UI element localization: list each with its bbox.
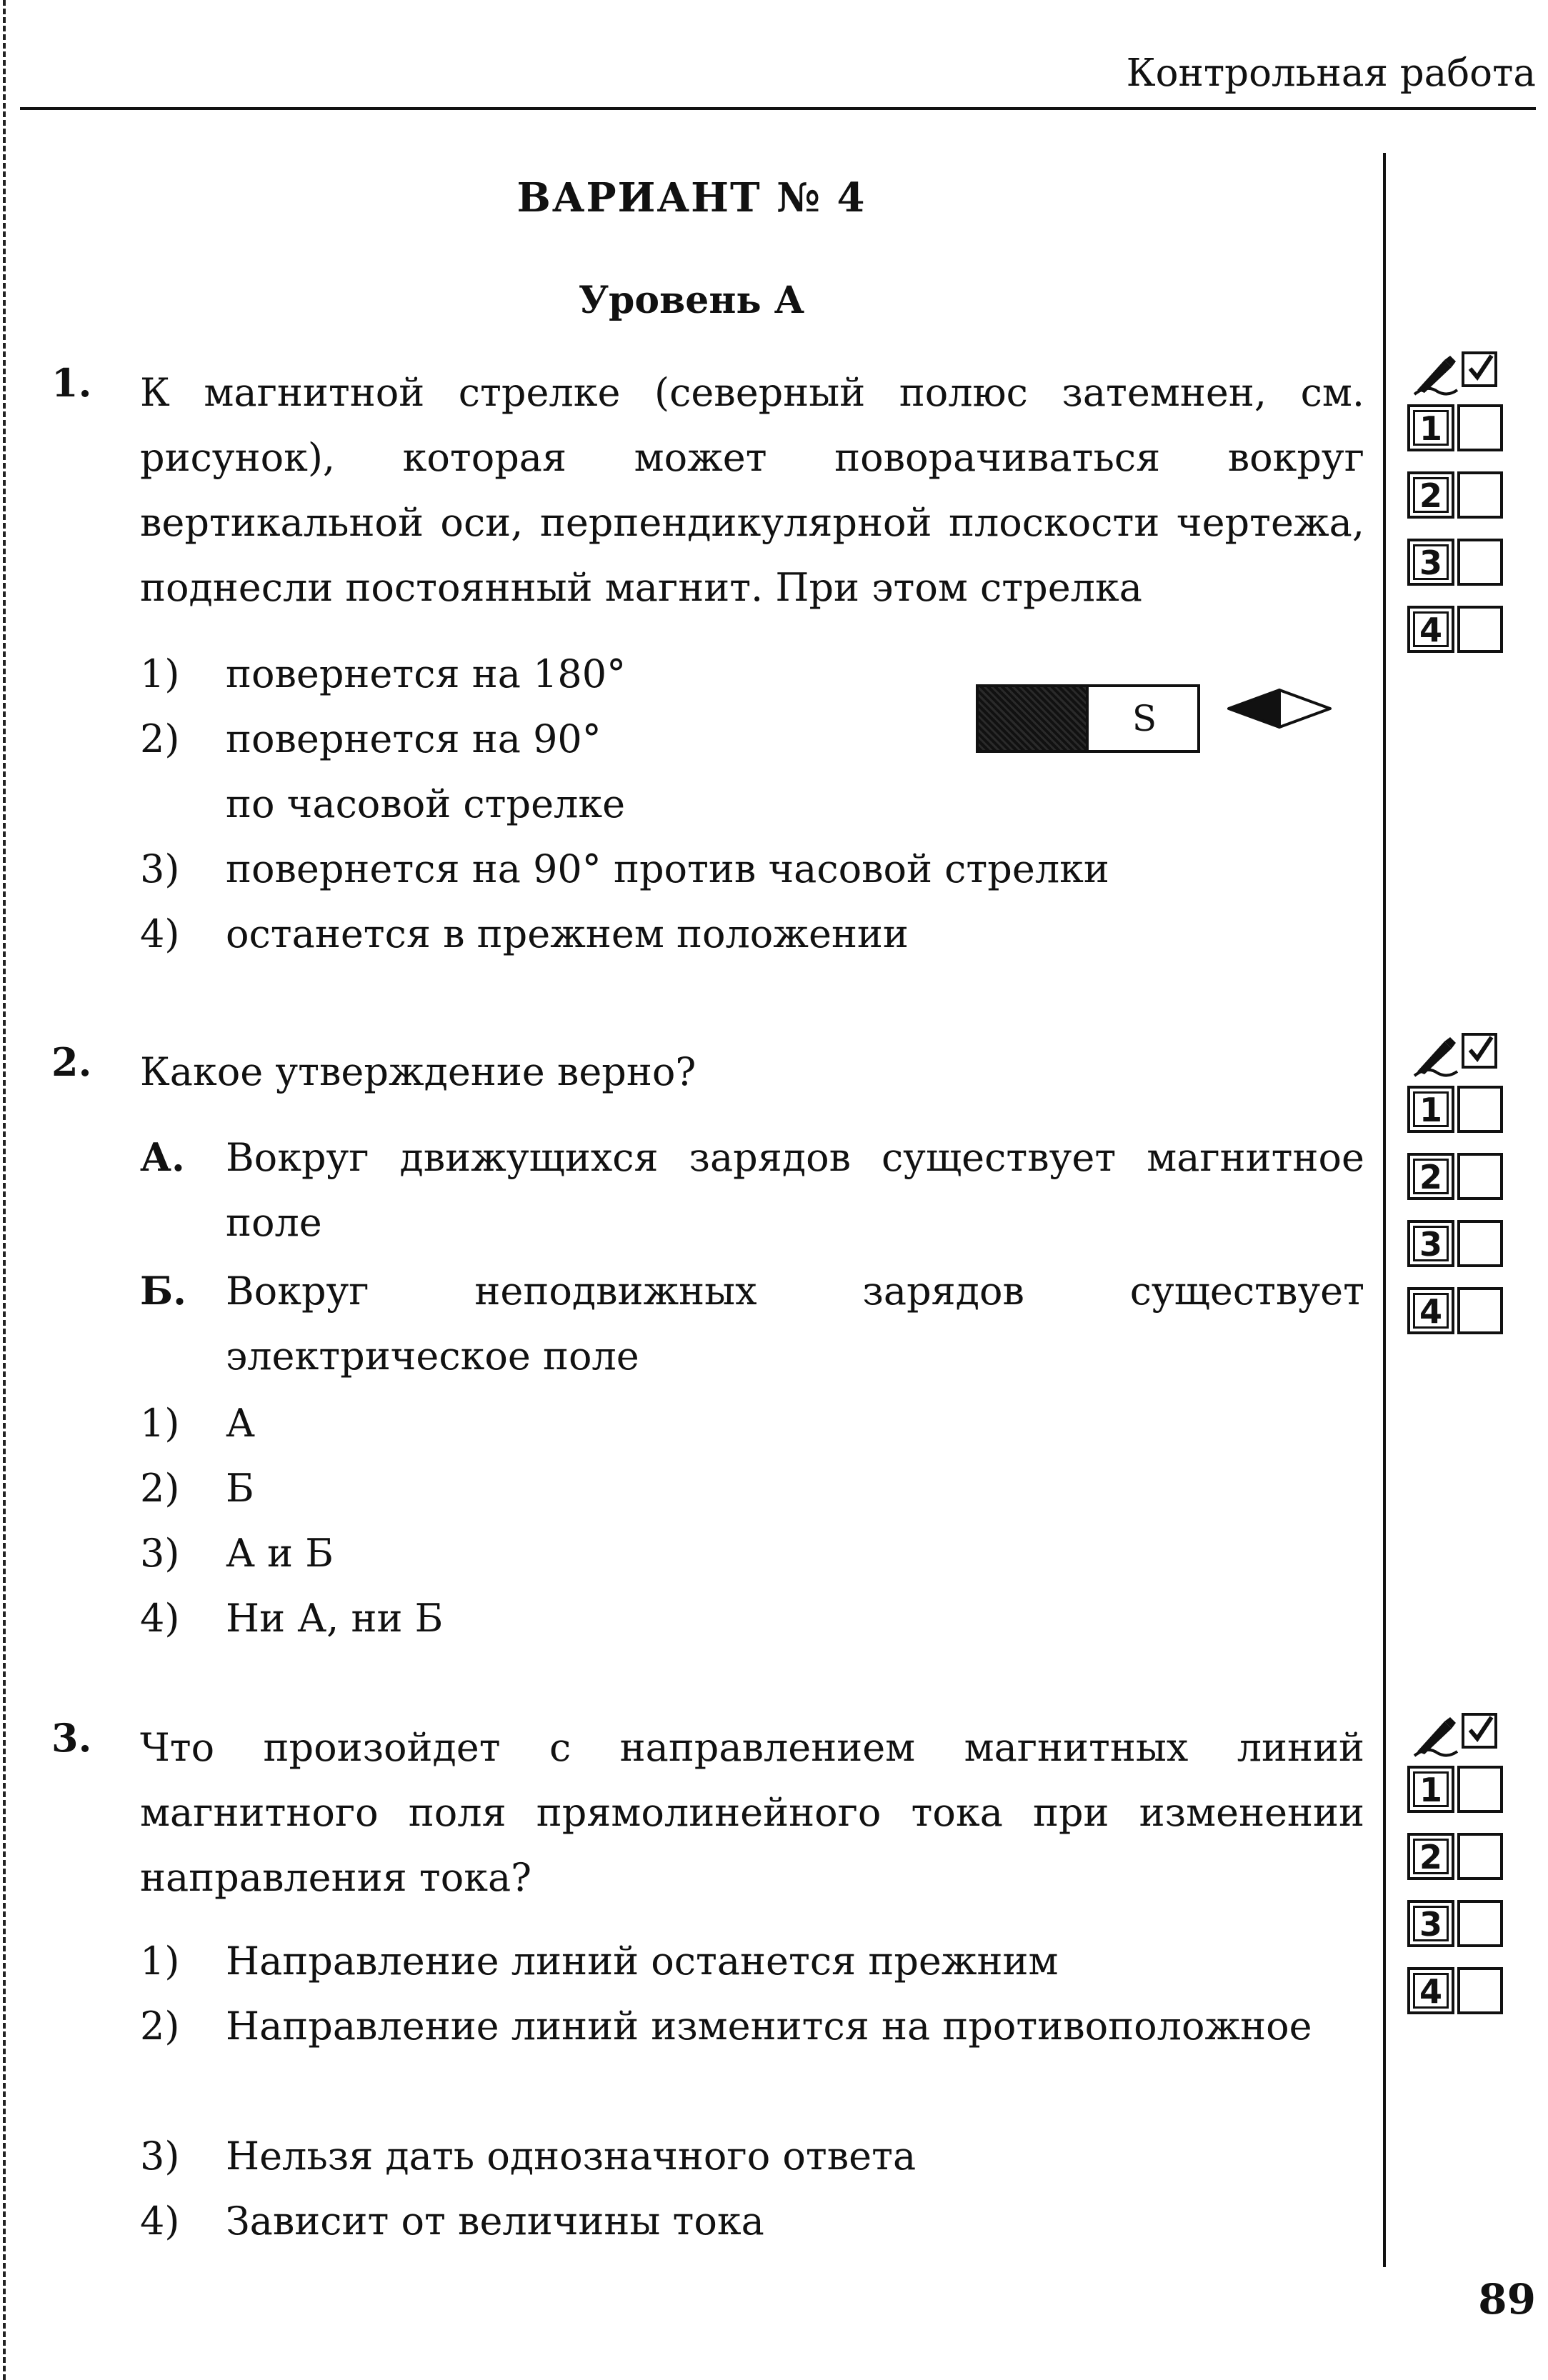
option-text: Зависит от величины тока: [226, 2199, 764, 2244]
magnet-south-pole-label: S: [1086, 687, 1200, 750]
option-text: по часовой стрелке: [226, 781, 626, 826]
answer-checkbox-1[interactable]: [1457, 1766, 1503, 1813]
level-title: Уровень А: [578, 279, 805, 322]
question-3-option-1[interactable]: [140, 1929, 1059, 1994]
option-text: Нельзя дать однозначного ответа: [226, 2134, 917, 2179]
statement-letter: А.: [140, 1134, 185, 1180]
option-text: Направление линий останется прежним: [226, 1939, 1059, 1984]
answer-number-1: 1: [1407, 1766, 1454, 1813]
magnet-north-pole: [979, 687, 1086, 750]
option-text: повернется на 180°: [226, 651, 626, 696]
statement-letter: Б.: [140, 1268, 186, 1314]
answer-number-2: 2: [1407, 471, 1454, 519]
answer-checkbox-2[interactable]: [1457, 1153, 1503, 1200]
answer-number-4: 4: [1407, 1967, 1454, 2014]
answer-checkbox-3[interactable]: [1457, 1220, 1503, 1267]
cut-line: [3, 0, 6, 2380]
option-text: Направление линий изменится на противоположное: [226, 2004, 1312, 2049]
answer-number-3: 3: [1407, 1900, 1454, 1947]
question-3-answer-boxes: [1404, 1711, 1519, 2030]
statement-text: Вокруг движущихся зарядов существует магнитное поле: [226, 1135, 1364, 1245]
question-3-option-4[interactable]: [140, 2189, 764, 2254]
option-text: останется в прежнем положении: [226, 911, 909, 956]
question-2-answer-boxes: [1404, 1031, 1519, 1350]
question-1-option-2-continued: [140, 771, 625, 836]
option-text: Б: [226, 1466, 254, 1511]
answer-number-1: 1: [1407, 1086, 1454, 1133]
option-text: А: [226, 1401, 255, 1446]
question-1-answer-boxes: [1404, 350, 1519, 669]
answer-number-4: 4: [1407, 606, 1454, 653]
header-divider: [20, 107, 1536, 110]
question-2-statement-a: [140, 1125, 1364, 1255]
answer-checkbox-2[interactable]: [1457, 1833, 1503, 1880]
option-number: 2): [140, 716, 180, 761]
permanent-magnet-figure: [976, 684, 1200, 753]
checkbox-tick-icon: [1462, 351, 1497, 387]
option-number: 3): [140, 1531, 180, 1576]
page-header-title: Контрольная работа: [1126, 51, 1536, 95]
question-2-number: 2.: [51, 1039, 92, 1085]
answer-number-4: 4: [1407, 1287, 1454, 1334]
question-3-option-2[interactable]: [140, 1994, 1364, 2059]
answer-checkbox-3[interactable]: [1457, 1900, 1503, 1947]
option-text: А и Б: [226, 1531, 334, 1576]
page-number: 89: [1478, 2275, 1536, 2324]
option-number: 1): [140, 1939, 180, 1984]
answer-checkbox-4[interactable]: [1457, 606, 1503, 653]
pen-icon: [1413, 353, 1460, 396]
checkbox-tick-icon: [1462, 1033, 1497, 1069]
answer-number-2: 2: [1407, 1833, 1454, 1880]
answer-checkbox-1[interactable]: [1457, 404, 1503, 451]
question-1-text: К магнитной стрелке (северный полюс затемнен, см. рисунок), которая может поворачиваться вокруг вертикальной оси, перпендикулярной плоскости чертежа, поднесли постоянный магнит. При этом стрелка: [140, 370, 1364, 610]
question-1-number: 1.: [51, 360, 92, 406]
answer-checkbox-4[interactable]: [1457, 1287, 1503, 1334]
option-number: 4): [140, 911, 180, 956]
option-number: 3): [140, 2134, 180, 2179]
answer-number-2: 2: [1407, 1153, 1454, 1200]
answer-number-3: 3: [1407, 1220, 1454, 1267]
option-number: 4): [140, 1596, 180, 1641]
question-2-option-3[interactable]: [140, 1521, 334, 1586]
pen-icon: [1413, 1034, 1460, 1077]
option-text: повернется на 90°: [226, 716, 601, 761]
option-number: 2): [140, 2004, 180, 2049]
answer-column-divider: [1383, 153, 1386, 2267]
checkbox-tick-icon: [1462, 1713, 1497, 1749]
question-1-option-1[interactable]: [140, 641, 626, 706]
option-number: 4): [140, 2199, 180, 2244]
question-2-option-2[interactable]: [140, 1456, 254, 1521]
question-3-number: 3.: [51, 1715, 92, 1761]
question-2-option-4[interactable]: [140, 1586, 443, 1651]
question-2-text: Какое утверждение верно?: [140, 1049, 696, 1094]
pen-icon: [1413, 1714, 1460, 1757]
answer-checkbox-2[interactable]: [1457, 471, 1503, 519]
option-number: 3): [140, 846, 180, 891]
answer-number-1: 1: [1407, 404, 1454, 451]
question-1-option-2[interactable]: [140, 706, 601, 771]
compass-needle-icon: [1226, 687, 1333, 730]
option-number: 2): [140, 1466, 180, 1511]
question-3-text: Что произойдет с направлением магнитных линий магнитного поля прямолинейного тока при изменении направления тока?: [140, 1725, 1364, 1900]
question-2-option-1[interactable]: [140, 1391, 255, 1456]
statement-text: Вокруг неподвижных зарядов существует электрическое поле: [226, 1269, 1364, 1379]
answer-number-3: 3: [1407, 539, 1454, 586]
variant-title: ВАРИАНТ № 4: [516, 174, 867, 221]
question-1-option-4[interactable]: [140, 901, 909, 966]
question-2-statement-b: [140, 1259, 1364, 1389]
option-number: 1): [140, 651, 180, 696]
question-3-option-3[interactable]: [140, 2124, 916, 2189]
option-text: Ни А, ни Б: [226, 1596, 444, 1641]
question-1-option-3[interactable]: [140, 836, 1109, 901]
answer-checkbox-4[interactable]: [1457, 1967, 1503, 2014]
answer-checkbox-3[interactable]: [1457, 539, 1503, 586]
option-text: повернется на 90° против часовой стрелки: [226, 846, 1109, 891]
answer-checkbox-1[interactable]: [1457, 1086, 1503, 1133]
option-number: 1): [140, 1401, 180, 1446]
